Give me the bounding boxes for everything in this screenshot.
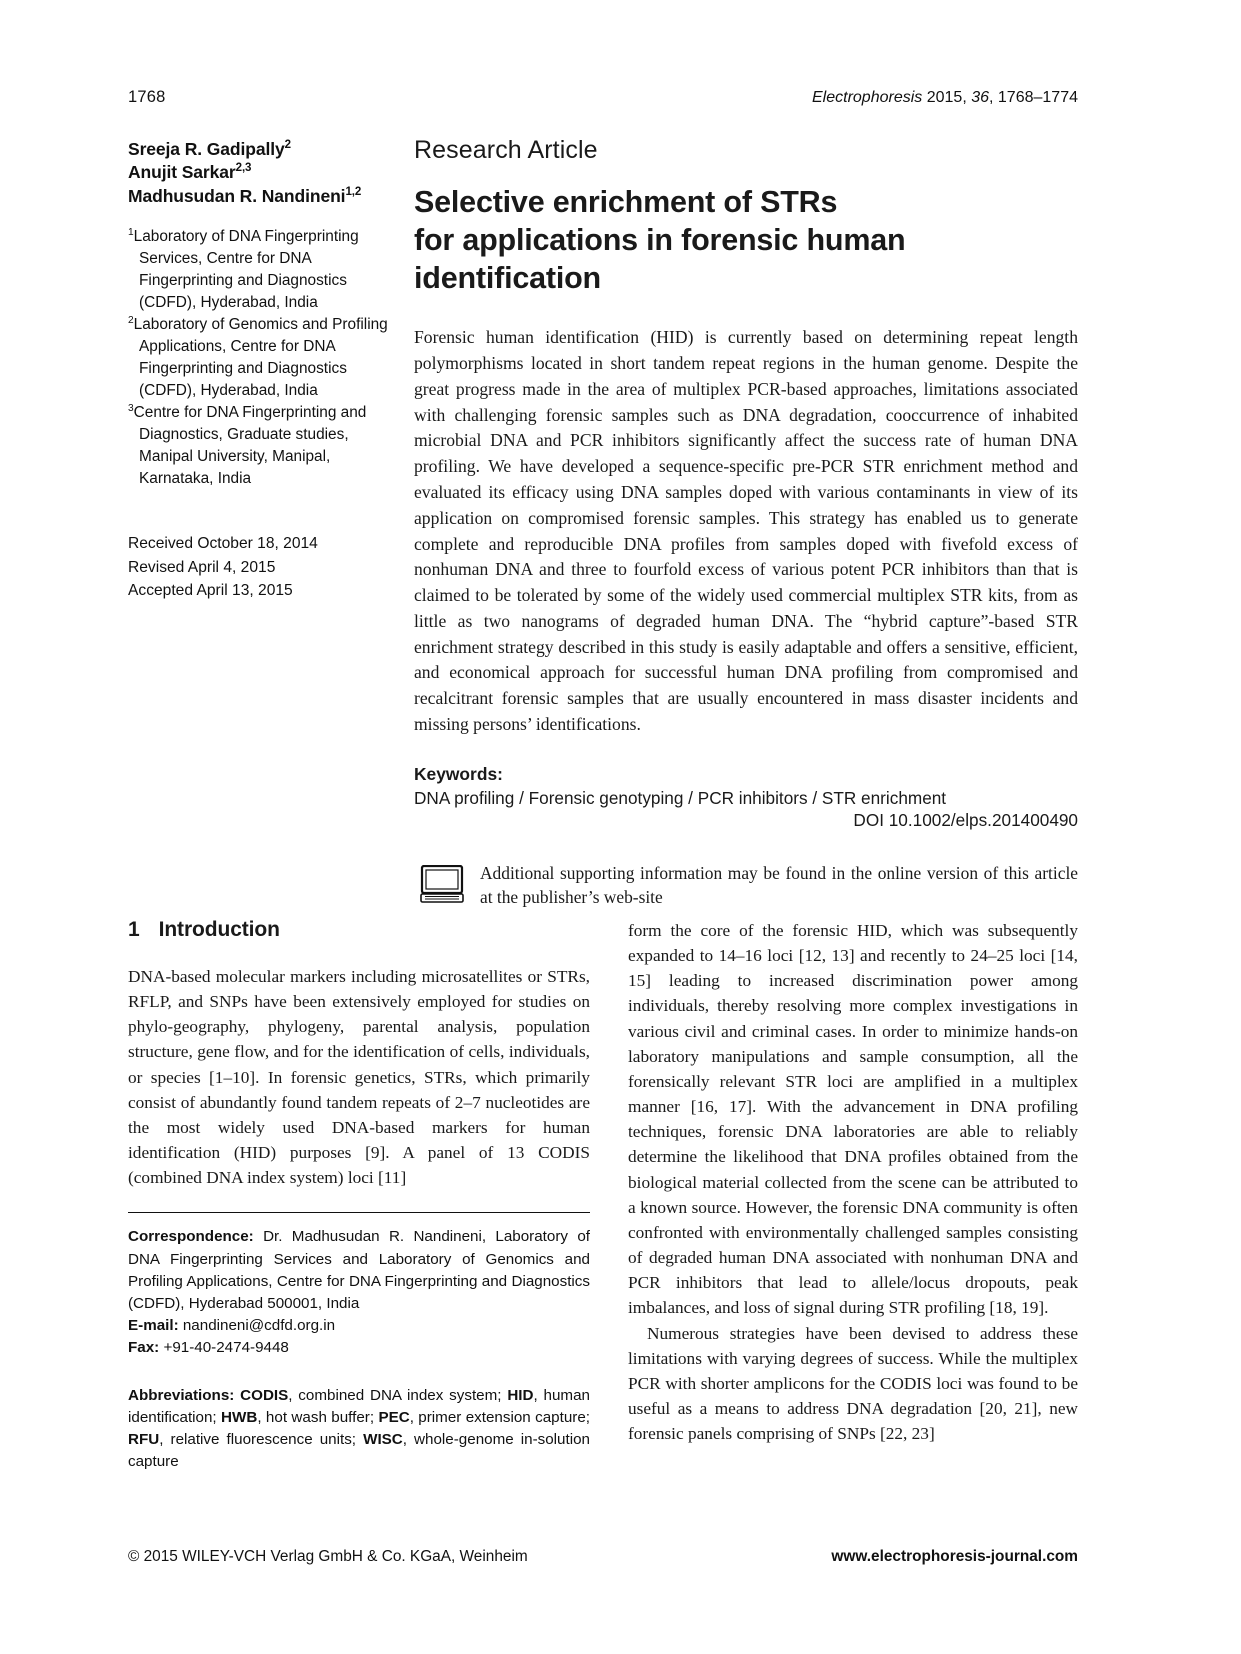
affiliation-item — [128, 402, 390, 490]
affiliation-marker: 1 — [128, 226, 134, 238]
doi-text: DOI 10.1002/elps.201400490 — [853, 809, 1078, 830]
author-name: Madhusudan R. Nandineni — [128, 185, 346, 206]
abbrev-def: , hot wash buffer; — [257, 1408, 379, 1426]
author-entry — [128, 161, 390, 184]
affiliation-text: Centre for DNA Fingerprinting and Diagnostics, Graduate studies, Manipal University, Manipal, Karnataka, India — [133, 403, 367, 487]
abbrev-term: WISC — [363, 1430, 403, 1448]
abbrev-def: , relative fluorescence units; — [159, 1430, 364, 1448]
keywords-list: DNA profiling / Forensic genotyping / PCR inhibitors / STR enrichment — [414, 787, 947, 808]
abbreviations-footnote — [128, 1385, 590, 1474]
author-affil-marker: 2,3 — [235, 162, 252, 175]
author-name: Sreeja R. Gadipally — [128, 139, 285, 159]
affiliation-text: Laboratory of Genomics and Profiling Applications, Centre for DNA Fingerprinting and Diagnostics (CDFD), Hyderabad, India — [133, 315, 388, 399]
affiliation-text: Laboratory of DNA Fingerprinting Services, Centre for DNA Fingerprinting and Diagnostics (CDFD), Hyderabad, India — [133, 227, 359, 311]
intro-paragraph-1: DNA-based molecular markers including microsatellites or STRs, RFLP, and SNPs have been extensively employed for studies on phylo-geography, phylogeny, parental analysis, population structure, gene flow, and for the identification of cells, individuals, or species [1–10]. In forensic genetics, STRs, which primarily consist of abundantly found tandem repeats of 2–7 nucleotides are the most widely used DNA-based markers for human identification (HID) purposes [9]. A panel of 13 CODIS (combined DNA index system) loci [11] — [128, 967, 590, 1188]
affiliation-item — [128, 314, 390, 402]
article-history-dates — [128, 532, 390, 603]
page-title — [414, 183, 1078, 297]
supporting-information-text: Additional supporting information may be found in the online version of this article at the publisher’s web-site — [480, 862, 1078, 908]
section-number: 1 — [128, 918, 140, 941]
body-column-left — [128, 918, 590, 1473]
article-front-matter — [414, 136, 1078, 910]
title-line: for applications in forensic human — [414, 223, 906, 258]
supporting-information-note — [414, 861, 1078, 910]
author-entry — [128, 138, 390, 161]
journal-name: Electrophoresis — [812, 89, 923, 106]
affiliation-marker: 3 — [128, 402, 134, 414]
journal-reference — [812, 89, 1078, 107]
abstract-text: Forensic human identification (HID) is currently based on determining repeat length polymorphisms located in short tandem repeat regions in the human genome. Despite the great progress made in the area of multiplex PCR-based approaches, limitations associated with challenging forensic samples such as DNA degradation, cooccurrence of inhabited microbial DNA and PCR inhibitors significantly affect the success rate of human DNA profiling. We have developed a sequence-specific pre-PCR STR enrichment method and evaluated its efficacy using DNA samples doped with various contaminants in view of its application on compromised forensic samples. This strategy has enabled us to generate complete and reproducible DNA profiles from samples doped with fivefold excess of nonhuman DNA and three to fourfold excess of various potent PCR inhibitors than that is claimed to be tolerated by some of the widely used commercial multiplex STR kits, from as little as two nanograms of degraded human DNA. The “hybrid capture”-based STR enrichment strategy described in this study is easily adaptable and offers a sensitive, efficient, and economical approach for successful human DNA profiling from compromised and recalcitrant forensic samples that are usually encountered in mass disaster incidents and missing persons’ identifications. — [414, 327, 1078, 734]
author-list — [128, 138, 390, 208]
email-value: nandineni@cdfd.org.in — [178, 1317, 336, 1335]
correspondence-text: Dr. Madhusudan R. Nandineni, Laboratory of DNA Fingerprinting Services and Laboratory of Genomics and Profiling Applications, Centre for DNA Fingerprinting and Diagnostics (CDFD), Hyderabad 500001, India — [128, 1228, 590, 1312]
fax-value: +91-40-2474-9448 — [159, 1339, 289, 1357]
page-folio-number: 1768 — [128, 88, 166, 106]
journal-page-range: , 1768–1774 — [989, 89, 1078, 106]
date-received: Received October 18, 2014 — [128, 534, 318, 552]
affiliation-item — [128, 226, 390, 314]
abbrev-def: , combined DNA index system; — [288, 1386, 508, 1404]
affiliation-list — [128, 226, 390, 490]
email-label: E-mail: — [128, 1317, 179, 1335]
abbrev-term: CODIS — [240, 1386, 289, 1404]
author-affil-marker: 2 — [284, 139, 291, 152]
abbrev-term: PEC — [378, 1408, 410, 1426]
journal-website-link[interactable]: www.electrophoresis-journal.com — [831, 1548, 1078, 1565]
copyright-text: © 2015 WILEY-VCH Verlag GmbH & Co. KGaA, Weinheim — [128, 1548, 528, 1565]
footnote-divider — [128, 1212, 590, 1213]
abbrev-term: HID — [507, 1386, 534, 1404]
intro-paragraph-2: form the core of the forensic HID, which was subsequently expanded to 14–16 loci [12, 13] and recently to 24–25 loci [14, 15] leading to increased discrimination power among individuals, thereby resolving more complex investigations in various civil and criminal cases. In order to minimize hands-on laboratory manipulations and sample consumption, all the forensically relevant STR loci are amplified in a multiplex manner [16, 17]. With the advancement in DNA profiling techniques, forensic DNA laboratories are able to reliably determine the likelihood that DNA profiles obtained from the biological material collected from the scene can be attributed to a known source. However, the forensic DNA community is often confronted with environmentally challenged samples consisting of degraded human DNA associated with nonhuman DNA and PCR inhibitors that lead to allele/locus dropouts, peak imbalances, and loss of signal during STR profiling [18, 19]. — [628, 921, 1078, 1318]
abbrev-def: , human identification; — [128, 1386, 590, 1426]
abbrev-term: RFU — [128, 1430, 160, 1448]
keywords-block — [414, 764, 1078, 809]
author-rail — [128, 138, 390, 603]
title-line: Selective enrichment of STRs — [414, 185, 838, 219]
fax-label: Fax: — [128, 1339, 160, 1357]
running-head — [128, 88, 1078, 107]
page-footer — [128, 1548, 1078, 1566]
date-revised: Revised April 4, 2015 — [128, 558, 276, 576]
title-line: identification — [414, 261, 601, 296]
computer-monitor-icon — [420, 865, 464, 908]
author-name: Anujit Sarkar — [128, 162, 236, 183]
author-affil-marker: 1,2 — [345, 185, 362, 198]
section-heading-introduction — [128, 918, 590, 942]
article-type-label: Research Article — [414, 136, 598, 164]
abbrev-def: , whole-genome in-solution capture — [128, 1430, 590, 1471]
intro-paragraph-3: Numerous strategies have been devised to address these limitations with varying degrees of success. While the multiplex PCR with shorter amplicons for the CODIS loci was found to be useful as a means to address DNA degradation [20, 21], new forensic panels comprising of SNPs [22, 23] — [628, 1323, 1078, 1444]
abbreviations-label: Abbreviations: — [128, 1386, 235, 1404]
abbrev-def: , primer extension capture; — [409, 1408, 590, 1426]
abbrev-term: HWB — [221, 1408, 258, 1426]
affiliation-marker: 2 — [128, 314, 134, 326]
journal-volume: 36 — [971, 89, 990, 106]
journal-year: 2015, — [922, 89, 972, 106]
body-column-right — [628, 918, 1078, 1446]
section-title: Introduction — [158, 918, 280, 941]
author-entry — [128, 185, 390, 208]
correspondence-label: Correspondence: — [128, 1228, 254, 1246]
keywords-label: Keywords: — [414, 763, 503, 784]
correspondence-footnote — [128, 1226, 590, 1359]
date-accepted: Accepted April 13, 2015 — [128, 582, 293, 600]
